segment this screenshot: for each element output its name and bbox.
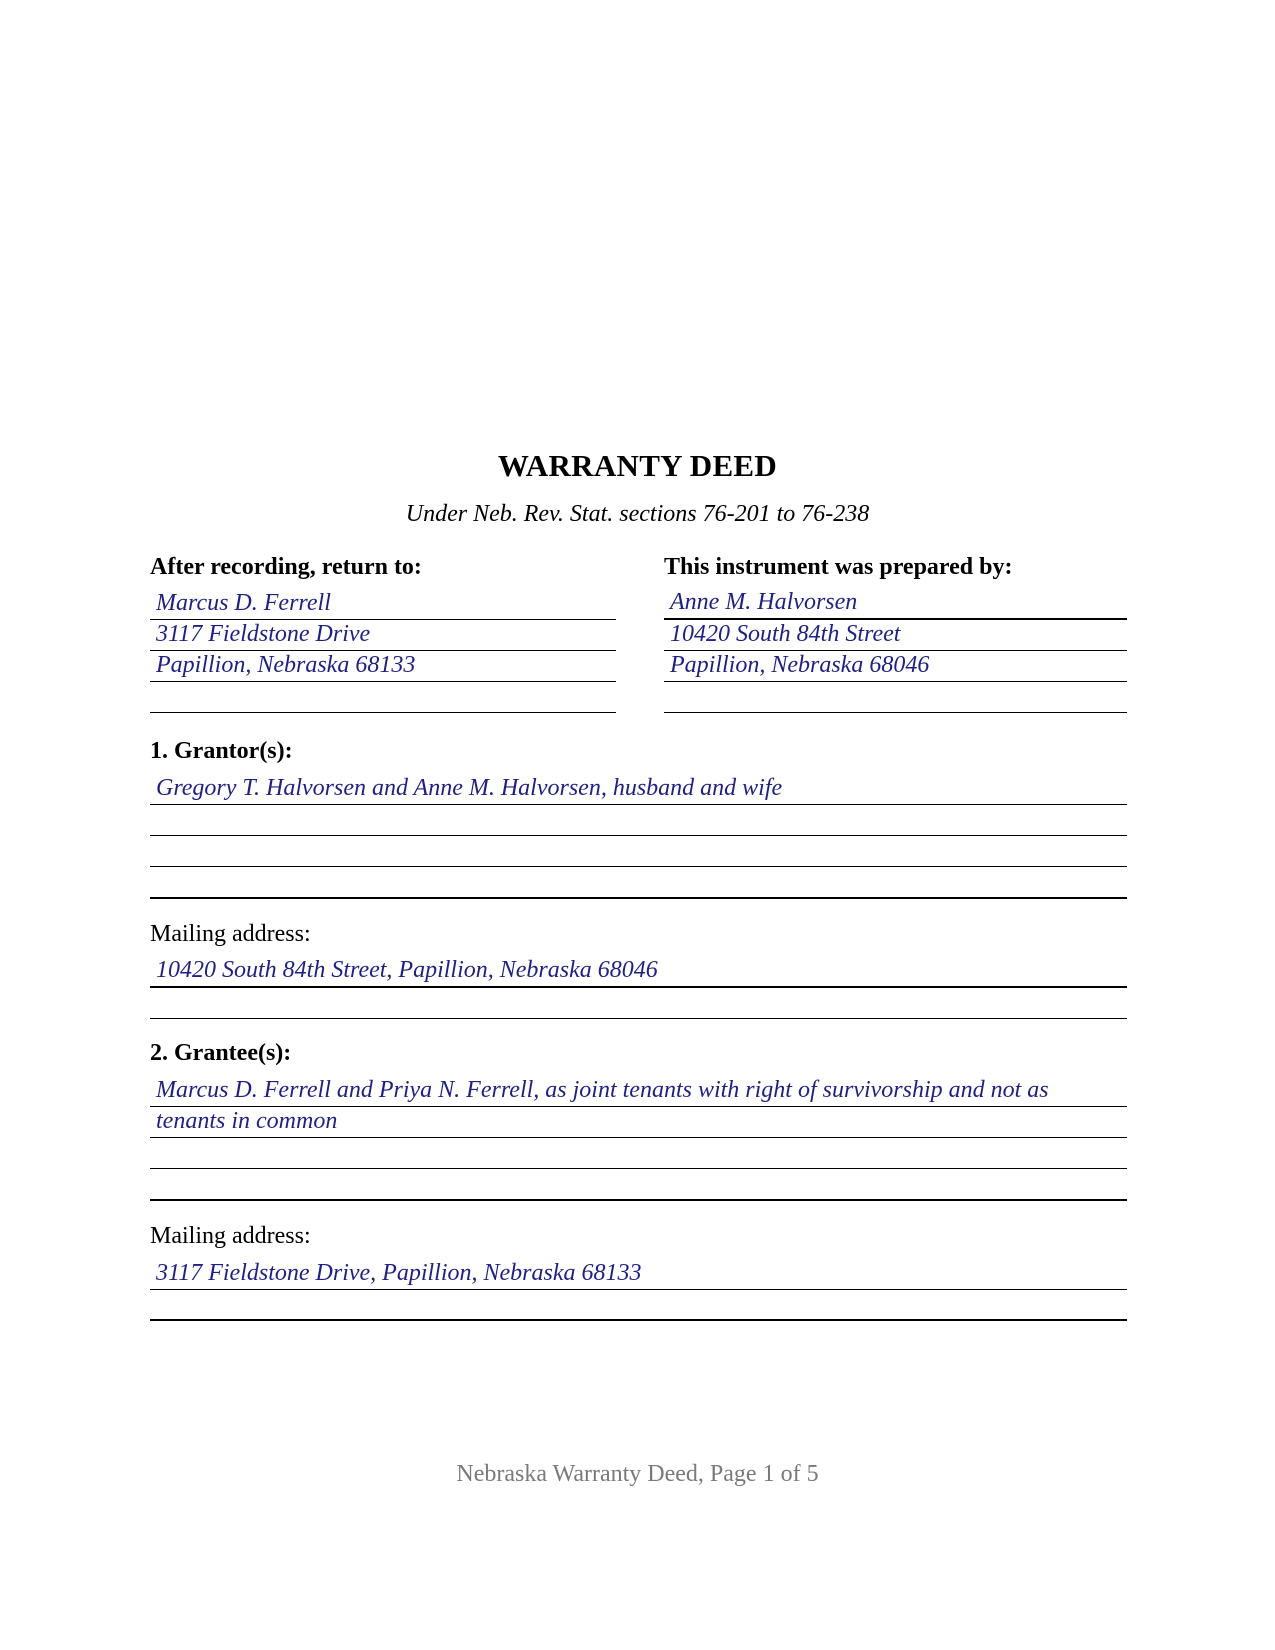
- grantee-line-1[interactable]: [150, 1076, 1127, 1107]
- grantee-heading: 2. Grantee(s):: [150, 1040, 292, 1066]
- return-to-line-3[interactable]: [150, 651, 616, 682]
- prepared-by-line-1[interactable]: [664, 589, 1127, 620]
- grantee-mailing-address: 3117 Fieldstone Drive, Papillion, Nebraska 68133: [156, 1260, 642, 1286]
- grantor-line-1[interactable]: [150, 774, 1127, 805]
- page-footer: Nebraska Warranty Deed, Page 1 of 5: [456, 1461, 819, 1487]
- return-to-heading: After recording, return to:: [150, 554, 422, 580]
- grantor-mailing-line-2[interactable]: [150, 988, 1127, 1019]
- grantor-mailing-line-1[interactable]: [150, 957, 1127, 988]
- document-title: WARRANTY DEED: [497, 448, 778, 483]
- prepared-by-line-2[interactable]: [664, 620, 1127, 651]
- document-subtitle: Under Neb. Rev. Stat. sections 76-201 to 76-238: [405, 501, 870, 527]
- return-to-line-2[interactable]: [150, 620, 616, 651]
- prepared-by-line-3[interactable]: [664, 651, 1127, 682]
- prepared-by-city: Papillion, Nebraska 68046: [670, 652, 930, 678]
- grantor-heading: 1. Grantor(s):: [150, 738, 293, 764]
- return-to-city: Papillion, Nebraska 68133: [156, 652, 416, 678]
- grantee-line-3[interactable]: [150, 1138, 1127, 1169]
- prepared-by-line-4[interactable]: [664, 682, 1127, 713]
- grantee-names-continued: tenants in common: [156, 1108, 338, 1134]
- grantor-line-2[interactable]: [150, 805, 1127, 836]
- grantor-mailing-address: 10420 South 84th Street, Papillion, Nebraska 68046: [156, 957, 658, 983]
- prepared-by-name: Anne M. Halvorsen: [670, 589, 858, 615]
- grantee-names: Marcus D. Ferrell and Priya N. Ferrell, as joint tenants with right of survivorship and not as: [156, 1077, 1049, 1103]
- grantor-line-4[interactable]: [150, 868, 1127, 899]
- grantee-mailing-line-2[interactable]: [150, 1290, 1127, 1321]
- return-to-street: 3117 Fieldstone Drive: [156, 621, 371, 647]
- grantee-line-2[interactable]: [150, 1107, 1127, 1138]
- return-to-name: Marcus D. Ferrell: [156, 590, 331, 616]
- grantee-mailing-label: Mailing address:: [150, 1223, 311, 1249]
- return-to-line-1[interactable]: [150, 589, 616, 620]
- return-to-line-4[interactable]: [150, 682, 616, 713]
- grantor-line-3[interactable]: [150, 836, 1127, 867]
- prepared-by-street: 10420 South 84th Street: [670, 621, 901, 647]
- grantor-names: Gregory T. Halvorsen and Anne M. Halvorsen, husband and wife: [156, 775, 783, 801]
- grantee-mailing-line-1[interactable]: [150, 1259, 1127, 1290]
- grantor-mailing-label: Mailing address:: [150, 921, 311, 947]
- prepared-by-heading: This instrument was prepared by:: [664, 554, 1013, 580]
- grantee-line-4[interactable]: [150, 1170, 1127, 1201]
